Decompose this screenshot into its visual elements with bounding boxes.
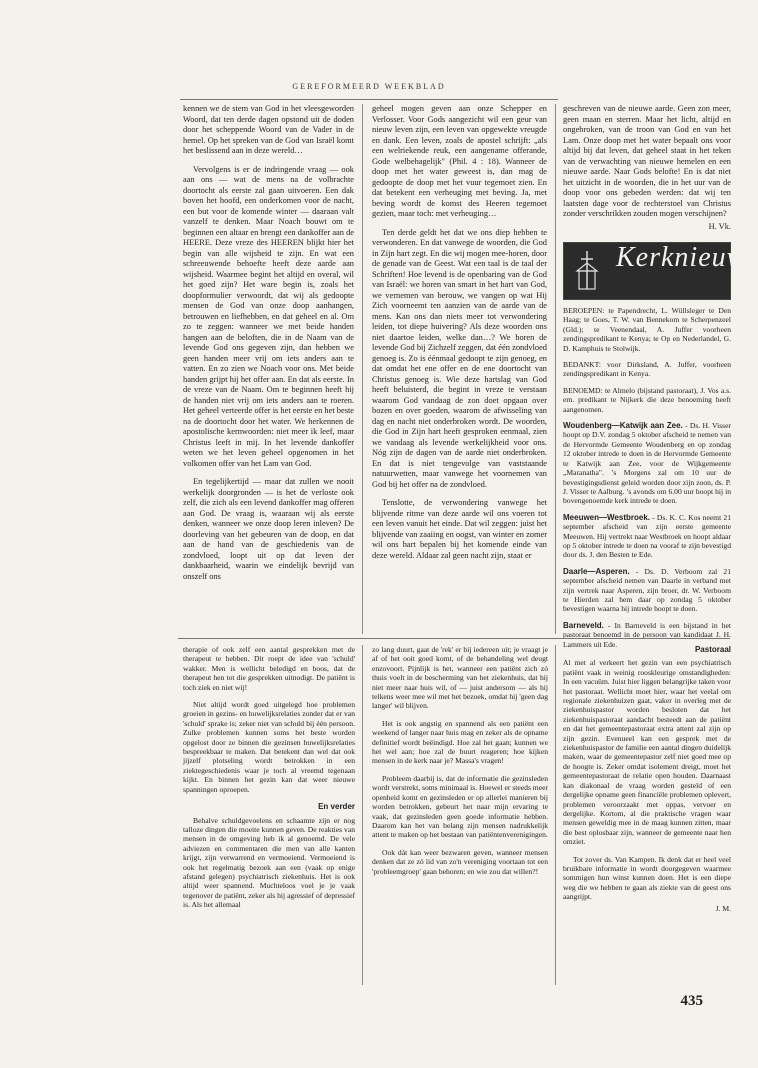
section-heading: Pastoraal <box>694 645 731 654</box>
signature: J. M. <box>715 903 731 913</box>
paragraph: Behalve schuldgevoelens en schaamte zijn er nog talloze dingen die moeite kunnen geven. De reakties van mensen in de omgeving heb ik al genoemd. De vele adviezen en commentaren die men van alle kanten krijgt, zijn verwarrend en vermoeiend. Vermoeiend is ook het regelmatig bezoek aan een (vaak op enige afstand gelegen) psychiatrisch ziekenhuis. Het is ook altijd weer spannend. Muchteloos voel je je vaak tegenover de patiënt, zeker als hij agressief of depressief is. Als het allemaal <box>183 815 355 910</box>
news-item <box>563 567 731 614</box>
column-divider <box>362 104 363 634</box>
page-number: 435 <box>680 993 703 1009</box>
news-item-head: Meeuwen—Westbroek. <box>563 512 650 522</box>
news-item-head: Daarle—Asperen. <box>563 566 630 576</box>
church-icon <box>572 249 602 293</box>
news-beroepen: BEROEPEN: te Papendrecht, L. Wüllsleger te Den Haag; te Goes, T. W. van Bennekom te Scherpenzeel (Gld.); te Veenendaal, A. Juffer voorheen zendingspredikant te Kenya; te Op en Nederlandel, G. D. Kamphuis te Stolwijk. <box>563 306 731 353</box>
news-item-text: - Ds. D. Verboom zal 21 september afscheid nemen van Daarle in verband met zijn vertrek naar Asperen, zijn broer, dr. W. Verboom te Hierden zal hem daar op zondag 5 oktober bevestigen waarna hij intrede hoopt te doen. <box>563 566 731 614</box>
paragraph: Al met al verkeert het gezin van een psychiatrisch patiënt vaak in weinig rooskleurige omstandigheden: In een vacuüm. Juist hier liggen belangrijke taken voor het pastoraat. Wellicht moet hier, waar het veelal om regionale ziekenhuizen gaat, vaker in overleg met de ziekenhuispastor worden besloten dat het ziekenhuispastoraat aandacht besteedt aan de patiënt en dat het gemeentepastoraat extra attent zal zijn op zijn gezin. Evenueel kan een gesprek met de ziekenhuispastor de familie een aantal dingen duidelijk maken, waar de gemeentepastor zelf niet goed mee op de hoogte is. Zeker omdat isolement dreigt, moet het gemeentepastoraat de relatie open houden. Daarnaast kan diakonaal de vraag worden gesteld of een dergelijke opname geen financiële problemen oplevert, problemen veroorzaakt met oppas, vervoer en dergelijke. Kortom, al die praktische vragen waar mensen geweldig mee in de maag kunnen zitten, maar die best oplosbaar zijn, wanneer de gemeente naar hen omziet. <box>563 658 731 847</box>
column-divider <box>555 645 556 985</box>
news-item-text: - In Barneveld is een bijstand in het pastoraat benoemd in de persoon van kandidaat J. H. Lammers uit Ede. <box>563 620 731 649</box>
column-divider <box>362 645 363 985</box>
news-item <box>563 513 731 560</box>
news-item-head: Woudenberg—Katwijk aan Zee. <box>563 421 683 431</box>
paragraph: Tot zover ds. Van Kampen. Ik denk dat er heel veel bruikbare informatie in wordt doorgegeven waarmee sommigen hun winst kunnen doen. Het is een diepe weg die we hebben te gaan als ziekte van de geest ons aangrijpt. <box>563 854 731 902</box>
news-bedankt: BEDANKT: voor Dirksland, A. Juffer, voorheen zendingspredikant in Kenya. <box>563 360 731 379</box>
paragraph: kennen we de stem van God in het vleesgeworden Woord, dat ten derde dagen opstond uit de doden door het scheppende Woord van de Vader in de hemel. Op het spreken van de God van Israël komt het beslissend aan in deze wereld… <box>183 104 354 155</box>
kerknieuws-list <box>563 306 731 649</box>
paragraph: therapie of ook zelf een aantal gesprekken met de therapeut te hebben. Dit roept de idee van 'schuld' wakker. Men is wellicht beledigd en boos, dat de therapeut hen tot die gesprekken uitnodigt. De patiënt is toch ziek en niet wij! <box>183 645 355 692</box>
news-item-text: - Ds. K. C. Kos neemt 21 september afscheid van zijn eerste gemeente Meeuwen. Hij vertrekt naar Westbroek en hoopt aldaar op 5 oktober intrede te doen na vooraf te zijn bevestigd door ds. J. den Besten te Ede. <box>563 512 731 560</box>
paragraph: zo lang duurt, gaat de 'rek' er bij iedereen uit; je vraagt je af of het ooit goed komt, of de behandeling wel deugt enzovoort. Pijnlijk is het, wanneer een patiënt zich zó thuis voelt in de bescherming van het ziekenhuis, dat hij niet meer naar huis wil, of — juist andersom — als hij telkens weer mee wil met het bezoek, omdat hij 'geen dag langer' wil blijven. <box>372 645 548 711</box>
paragraph: Het is ook angstig en spannend als een patiënt een weekend of langer naar huis mag en zeker als de opname definitief wordt beëindigd. Hoe zal het gaan; kunnen we het wel aan; hoe zal de buurt reageren; hoe kijken mensen in de kerk naar je? Massa's vragen! <box>372 718 548 766</box>
lower-column-3 <box>563 645 731 985</box>
paragraph: Vervolgens is er de indringende vraag — ook aan ons — wat de mens na de volbrachte doortocht als eerste zal gaan uitvoeren. Een dak boven het hoofd, een onderkomen voor de nacht, een but voor de komende winter — daaraan valt vanzelf te denken. Maar Noach bouwt om te beginnen een altaar en brengt een dankoffer aan de HEERE. Deze vreze des HEEREN blijkt hier het begin van alle wijsheid te zijn. En wat een schreeuwende behoefte heeft deze aarde aan wijsheid. Waarmee begint het altijd en overal, wil het goed zijn? Het ware begin is, zoals het doopformulier verwoordt, dat wij als gedoopte mensen de God van onze doop aanhangen, betrouwen en liefhebben, en dat geheel en al. Om zo te zeggen: wanneer we met beide handen hangen aan de beloften, die in de Naam van de levende God ons gegeven zijn, dan hebben we geen handen meer vrij om iets anders aan te vatten. En zo zien we Noach voor ons. Met beide handen grijpt hij het offer aan. En dat als eerste. In de vreze van de Naam. Om te beginnen heeft hij de handen niet vrij om iets anders aan te roeren. Het geheel verteerde offer is het eerste en het beste na de doortocht door het water. We herkennen de apostolische kernwoorden: niet meer ik leef, maar Christus leeft in mij. In het levende dankoffer weten we het leven geheel opgenomen in het volkomen offer van het Lam van God. <box>183 164 354 468</box>
upper-column-3 <box>563 104 758 649</box>
news-benoemd: BENOEMD: te Almelo (bijstand pastoraat), J. Vos a.s. em. predikant te Nijkerk die deze benoeming heeft aangenomen. <box>563 385 731 414</box>
paragraph: geschreven van de nieuwe aarde. Geen zon meer, geen maan en sterren. Maar het licht, altijd en ongebroken, van de troon van God en van het Lam. Onze doop met het water bepaalt ons voor altijd bij dat leven, dat geheel staat in het teken van de verwachting van nieuwe hemelen en een nieuwe aarde. Naar Gods belofte! En is dat niet het uitzicht in de woorden, die in het uur van de doop voor ons gebeden werden: dat wij ten laatsten dage voor de rechterstoel van Christus zonder verschrikken zouden mogen verschijnen? <box>563 104 731 218</box>
paragraph: Tenslotte, de verwondering vanwege het blijvende ritme van deze aarde wil ons voeren tot een leven vanuit het einde. Dat wil zeggen: juist het blijvende van zaaiing en oogst, van winter en zomer wil ons hart bepalen bij het komende einde van deze wereld. Aldaar zal geen nacht zijn, staat er <box>372 498 547 560</box>
paragraph: geheel mogen geven aan onze Schepper en Verlosser. Voor Gods aangezicht wil een geur van nieuw leven zijn, een leven van opgewekte vreugde en dank. Een leven, zoals de apostel schrijft: „als een welriekende reuk, een aangename offerande, Gode welbehagelijk" (Phil. 4 : 18). Wanneer de doop met het water geweest is, dan mag de gedoopte de doop met het vuur tegemoet zien. En dat betekent een verheuging met beving. Ja, met beving wordt de komst des Heeren tegemoet gezien, maar toch: met verheuging… <box>372 104 547 218</box>
paragraph: Ten derde geldt het dat we ons diep hebben te verwonderen. En dat vanwege de woorden, die God in Zijn hart zegt. En die wij mogen mee-horen, door de genade van de Geest. Wat een taal is de taal der Schriften! Hoe levend is de openbaring van de God van Israël: we horen van smart in het hart van God, we vernemen van berouw, we vangen op wat Hij Zich voorneemt ten aanzien van de aarde van de mens. Kan ons dan niets meer tot verwondering leiden, tot diepe huivering? Als deze woorden ons niet daartoe leiden, welke dan…? We horen de levende God bij Zichzelf zeggen, dat één zondvloed genoeg is. Zo is éénmaal gedoopt te zijn genoeg, en dat omdat het ene offer en de ene doortocht van Christus genoeg is. Wie deze hartslag van God heeft beluisterd, die begint in vreze te verstaan waarom God vandaag de zon doet opgaan over bozen en over goeden, waarom de afwisseling van dag en nacht niet onderbroken wordt. De woorden, die God in Zijn hart heeft gesproken eenmaal, zien we vandaag als levende werkelijkheid voor ons. Nóg zijn de dagen van de aarde niet onderbroken. En dat is niet tengevolge van vaststaande natuurwetten, maar vanwege het voornemen van God bij het offer na de zondvloed. <box>372 227 547 489</box>
lower-column-2 <box>372 645 548 995</box>
upper-column-1 <box>183 104 354 634</box>
running-header: GEREFORMEERD WEEKBLAD <box>292 82 446 91</box>
column-divider <box>555 104 556 634</box>
section-heading: En verder <box>318 802 355 812</box>
signature: H. Vk. <box>708 221 731 231</box>
paragraph: Niet altijd wordt goed uitgelegd hoe problemen groeien in gezins- en huwelijksrelaties zonder dat er van 'schuld' sprake is; zeker niet van schuld bij één persoon. Zulke problemen kunnen soms het beste worden opgelost door ze binnen die gezinsen huwelijksrelaties bespreekbaar te maken. Dat betekent dan wel dat ook jijzelf plotseling wordt betrokken in een ziektegeschiedenis waar je toch al vreemd tegenaan kijkt. En binnen het gezin kan dat weer nieuwe spanningen oproepen. <box>183 700 355 794</box>
header-rule <box>180 99 558 100</box>
paragraph: Ook dát kan weer bezwaren geven, wanneer mensen denken dat ze zó ìid van zo'n vereniging voortaan tot een 'probleemgroep' gaan behoren; en wie zou dat willen?! <box>372 847 548 876</box>
news-item-text: - Ds. H. Visser hoopt op D.V. zondag 5 oktober afscheid te nemen van de Hervormde Gemeente Woudenberg en op zondag 12 oktober intrede te doen in de Hervormde Gemeente te Katwijk aan Zee, voor de Wijkgemeente „Maranatha". ’s Morgens zal om 10 uur de bevestigingsdienst geleid worden door zijn zoon, ds. P. J. Visser te Aalburg. ’s avonds om 6.00 uur hoopt hij in bovengenoemde kerk intrede te doen. <box>563 421 732 506</box>
kerknieuws-title: Kerknieuws <box>616 242 758 273</box>
news-item-head: Barneveld. <box>563 620 604 630</box>
kerknieuws-banner <box>563 242 758 300</box>
lower-column-1 <box>183 645 355 995</box>
section-rule <box>178 638 730 639</box>
upper-column-2 <box>372 104 547 634</box>
paragraph: Probleem daarbij is, dat de informatie die gezinsleden wordt verstrekt, soms minimaal is. Hoewel er steeds meer openheid komt en gezinsleden er op allerlei manieren bij worden betrokken, gebeurt het naar mijn ervaring te vaak, dat gezinsleden geen goede informatie hebben. Daarom kan het van belang zijn mensen nadrukkelijk attent te maken op het bestaan van patiëntenverenigingen. <box>372 773 548 840</box>
paragraph: En tegelijkertijd — maar dat zullen we nooit werkelijk doorgronden — is het de verloste ook zelf, die zich als een levend dankoffer mag offeren aan God. De vraag is, waaraan wij als eerste denken, wanneer we onze doop leren inleven? De doorleving van het gebeuren van de doop, en dat aan de hand van de geschiedenis van de zondvloed, loopt uit op dat leven der dankbaarheid, waarin we eindelijk bevrijd van onszelf ons <box>183 477 354 581</box>
news-item <box>563 421 731 506</box>
